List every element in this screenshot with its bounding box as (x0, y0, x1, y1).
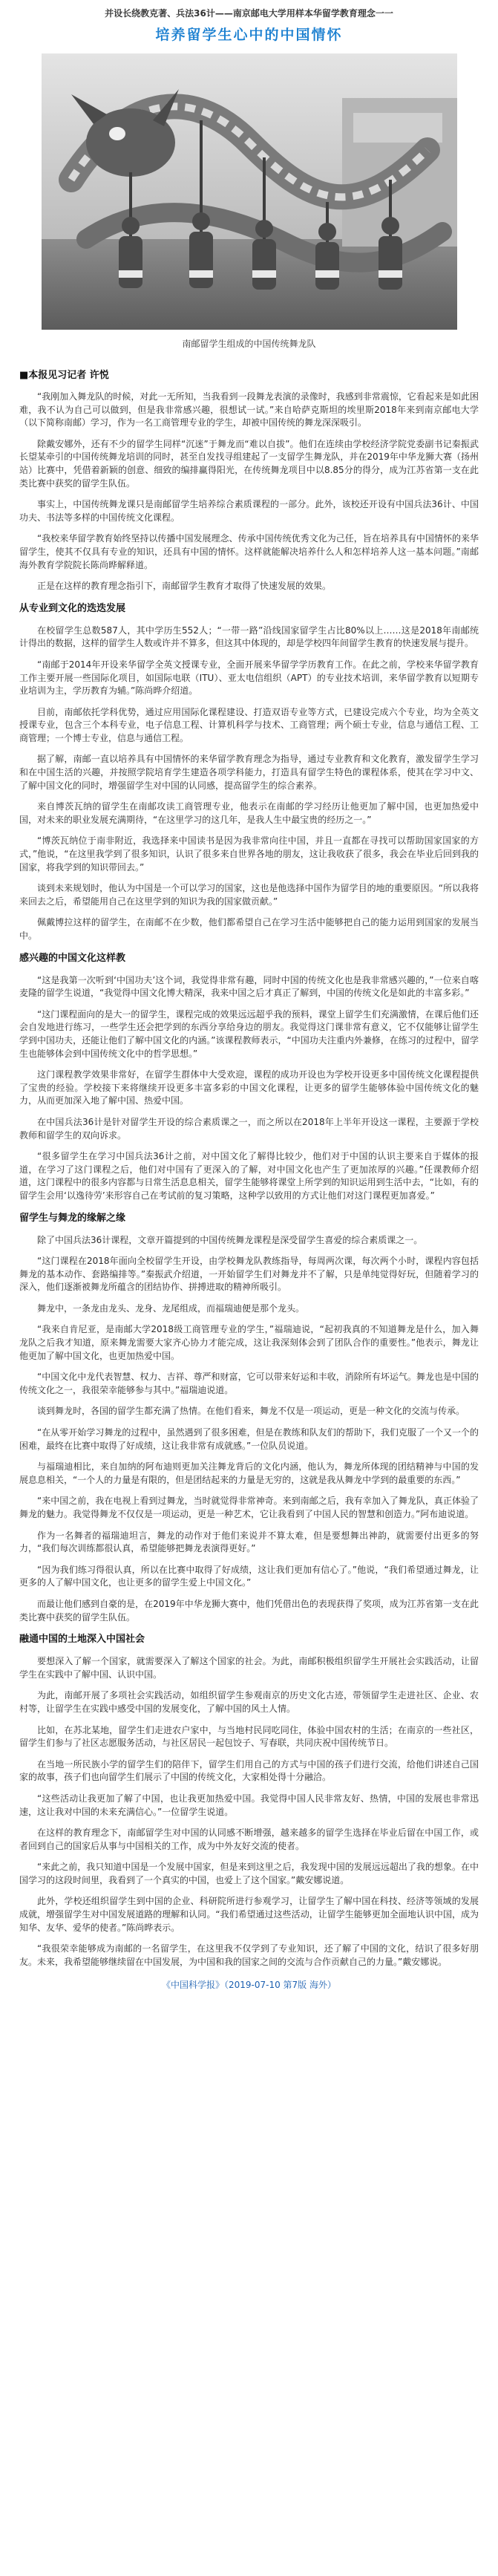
article-paragraph: “这门课程面向的是大一的留学生，课程完成的效果远远超乎我的预料，课堂上留学生们充满激情，在课后他们还会自发地进行练习，一些学生还会把学到的东西分享给身边的朋友。我觉得这门课非常有意义，它不仅能够让留学生学到中国功夫，还能让他们了解中国文化的内涵。”该课程教师表示，“中国功夫注重内外兼修，在练习的过程中，留学生也能够体会到中国传统文化中的哲学思想。” (19, 1008, 479, 1059)
article-paragraph: “来中国之前，我在电视上看到过舞龙，当时就觉得非常神奇。来到南邮之后，我有幸加入了舞龙队，真正体验了舞龙的魅力。我觉得舞龙不仅仅是一项运动，更是一种艺术，它让我看到了中国人民的智慧和创造力。”阿布迪说道。 (19, 1496, 479, 1519)
source-link[interactable]: 《中国科学报》（2019-07-10 第7版 海外） (161, 1980, 336, 1991)
article-paragraph: “在从零开始学习舞龙的过程中，虽然遇到了很多困难，但是在教练和队友们的帮助下，我们克服了一个又一个的困难，最终在比赛中取得了好成绩，这让我非常有成就感。”一位队员说道。 (19, 1427, 479, 1451)
article-paragraph: “来此之前，我只知道中国是一个发展中国家，但是来到这里之后，我发现中国的发展远远超出了我的想象。在中国学习的这段时间里，我看到了一个真实的中国，也爱上了这个国家。”戴安娜说道。 (19, 1862, 479, 1885)
article-kicker: 并设长绕教克著、兵法36计——南京邮电大学用样本华留学教育理念一一 (105, 8, 393, 19)
article-paragraph: 在当地一所民族小学的留学生们的陪伴下，留学生们用自己的方式与中国的孩子们进行交流，给他们讲述自己国家的故事，孩子们也向留学生们展示了中国的传统文化，大家相处得十分融洽。 (19, 1758, 479, 1783)
article-paragraph: 除戴安娜外，还有不少的留学生同样“沉迷”于舞龙而“难以自拔”。他们在连续由学校经济学院党委副书记秦振武长望某牵引的中国传统舞龙培训的同时，甚至自发找寻组建起了一支留学生舞龙队，并在2019年中华龙狮大赛（扬州站）比赛中，凭借着新颖的创意、细致的编排赢得阳光，在传统舞龙项目中以8.85分的得分，成为江苏省第一支在此类比赛中获奖的留学生队伍。 (19, 438, 479, 489)
article-paragraph: 而最让他们感到自豪的是，在2019年中华龙狮大赛中，他们凭借出色的表现获得了奖项，成为江苏省第一支在此类比赛中获奖的留学生队伍。 (19, 1598, 479, 1623)
article-paragraph: “博茨瓦纳位于南非附近，我选择来中国读书是因为我非常向往中国，并且一直都在寻找可以帮助国家国家的方式，”他说，“在这里我学到了很多知识，认识了很多来自世界各地的朋友，这让我收获了很多，我会在毕业后回到我的国家，将我学到的知识带回去。” (19, 835, 479, 873)
article-paragraph: 在这样的教育理念下，南邮留学生对中国的认同感不断增强，越来越多的留学生选择在毕业后留在中国工作，或者回到自己的国家后从事与中国相关的工作，成为中外友好交流的使者。 (19, 1827, 479, 1851)
article-paragraph: 来自博茨瓦纳的留学生在南邮攻读工商管理专业，他表示在南邮的学习经历让他更加了解中国，也更加热爱中国，对未来的职业发展充满期待，“在这里学习的这几年，是我人生中最宝贵的经历之一。” (19, 801, 479, 825)
article-paragraph: “我校来华留学教育始终坚持以传播中国发展理念、传承中国传统优秀文化为己任，旨在培养具有中国情怀的来华留学生，使其不仅具有专业的知识，还具有中国的情怀。这样就能解决培养什么人和怎样培养人这一基本问题。”南邮海外教育学院院长陈尚晔解释道。 (19, 533, 479, 570)
byline: ■本报见习记者 许悦 (19, 370, 109, 381)
article-paragraph: 在中国兵法36计是针对留学生开设的综合素质课之一，而之所以在2018年上半年开设这一课程，主要源于学校教师和留学生的双向诉求。 (19, 1116, 479, 1141)
photo-illustration (42, 53, 457, 330)
article-paragraph: “南邮于2014年开设来华留学全英文授课专业，全面开展来华留学学历教育工作。在此之前，学校来华留学教育工作主要开展一些国际化项目，如国际电联（ITU）、亚太电信组织（APT）的专业技术培训，来华留学教育以短期专业培训为主，学历教育为辅。”陈尚晔介绍道。 (19, 659, 479, 697)
article-paragraph: “中国文化中龙代表智慧、权力、吉祥、尊严和财富，它可以带来好运和丰收，消除所有坏运气。舞龙也是中国的传统文化之一，我很荣幸能够参与其中。”福瑞迪说道。 (19, 1372, 479, 1395)
article-paragraph: “这门课程在2018年面向全校留学生开设，由学校舞龙队教练指导，每周两次课，每次两个小时，课程内容包括舞龙的基本动作、套路编排等。”秦振武介绍道，一开始留学生们对舞龙并不了解，只是单纯觉得好玩，但随着学习的深入，他们逐渐被舞龙所蕴含的团结协作、拼搏进取的精神所吸引。 (19, 1256, 479, 1293)
article-paragraph: 为此，南邮开展了多项社会实践活动，如组织留学生参观南京的历史文化古迹，带领留学生走进社区、企业、农村等，让留学生在实践中感受中国的发展变化，了解中国的风土人情。 (19, 1690, 479, 1714)
article-paragraph: 谈到舞龙时，各国的留学生都充满了热情。在他们看来，舞龙不仅是一项运动，更是一种文化的交流与传承。 (37, 1406, 465, 1417)
article-paragraph: 要想深入了解一个国家，就需要深入了解这个国家的社会。为此，南邮积极组织留学生开展社会实践活动，让留学生在实践中了解中国、认识中国。 (19, 1656, 479, 1680)
article-paragraph: 谈到未来规划时，他认为中国是一个可以学习的国家，这也是他选择中国作为留学目的地的重要原因。“所以我将来回去之后，希望能用自己在这里学到的知识为我的国家做贡献。” (19, 883, 479, 907)
article-paragraph: “我刚加入舞龙队的时候，对此一无所知，当我看到一段舞龙表演的录像时，我感到非常震惊，它看起来是如此困难，我不认为自己可以做到，但是我非常感兴趣，很想试一试。”来自哈萨克斯坦的埃里斯2018年来到南京邮电大学（以下简称南邮）学习，作为一名工商管理专业的学生，却被中国传统的舞龙深深吸引。 (19, 391, 479, 428)
article-body (19, 368, 479, 1969)
article-paragraph: 正是在这样的教育理念指引下，南邮留学生教育才取得了快速发展的效果。 (37, 581, 332, 592)
photo-caption: 南邮留学生组成的中国传统舞龙队 (182, 339, 316, 349)
article-paragraph: 此外，学校还组织留学生到中国的企业、科研院所进行参观学习，让留学生了解中国在科技、经济等领域的发展成就，增强留学生对中国发展道路的理解和认同。“我们希望通过这些活动，让留学生能够更加全面地认识中国，成为知华、友华、爱华的使者。”陈尚晔表示。 (19, 1896, 479, 1933)
article-paragraph: 事实上，中国传统舞龙课只是南邮留学生培养综合素质课程的一部分。此外，该校还开设有中国兵法36计、中国功夫、书法等多样的中国传统文化课程。 (19, 499, 479, 523)
section-heading: 融通中国的土地深入中国社会 (19, 1634, 145, 1646)
section-heading: 感兴趣的中国文化这样教 (19, 952, 126, 964)
dragon-dance-photo (42, 53, 457, 330)
article-paragraph: “因为我们练习得很认真，所以在比赛中取得了好成绩，这让我们更加有信心了。”他说，“我们希望通过舞龙，让更多的人了解中国文化，也让更多的留学生爱上中国文化。” (19, 1564, 479, 1588)
article-paragraph: “这是我第一次听到‘中国功夫’这个词，我觉得非常有趣，同时中国的传统文化也是我非常感兴趣的，”一位来自喀麦隆的留学生说道，“我觉得中国文化博大精深，我来中国之后才真正了解到，中国的传统文化是如此的丰富多彩。” (19, 974, 479, 999)
article-paragraph: “很多留学生在学习中国兵法36计之前，对中国文化了解得比较少，他们对于中国的认识主要来自于媒体的报道，在学习了这门课程之后，他们对中国有了更深入的了解，对中国文化也产生了更加浓厚的兴趣。”任课教师介绍道，这门课程中的很多内容都与日常生活息息相关，留学生能够将课堂上所学到的知识运用到生活中去，“比如，有的留学生会用‘以逸待劳’来形容自己在考试前的复习策略，这种学以致用的方式让他们对这门课程更加喜爱。” (19, 1151, 479, 1201)
article-paragraph: 除了中国兵法36计课程，文章开篇提到的中国传统舞龙课程是深受留学生喜爱的综合素质课之一。 (37, 1234, 423, 1245)
article-paragraph: 作为一名舞者的福瑞迪坦言，舞龙的动作对于他们来说并不算太难，但是要想舞出神韵，就需要付出更多的努力，“我们每次训练都很认真，希望能够把舞龙表演得更好。” (19, 1530, 479, 1554)
article-headline: 培养留学生心中的中国情怀 (155, 27, 343, 43)
article-paragraph: “我来自肯尼亚，是南邮大学2018级工商管理专业的学生，”福瑞迪说，“起初我真的不知道舞龙是什么，加入舞龙队之后我才知道，原来舞龙需要大家齐心协力才能完成，这让我深刻体会到了团队合作的重要性。”他表示，舞龙让他更加了解中国文化，也更加热爱中国。 (19, 1324, 479, 1361)
article-paragraph: 与福瑞迪相比，来自加纳的阿布迪则更加关注舞龙背后的文化内涵，他认为，舞龙所体现的团结精神与中国的发展息息相关，“一个人的力量是有限的，但是团结起来的力量是无穷的，这就是我从舞龙中学到的最重要的东西。” (19, 1461, 479, 1485)
article-paragraph: 据了解，南邮一直以培养具有中国情怀的来华留学教育理念为指导，通过专业教育和文化教育，激发留学生学习和在中国生活的兴趣，并按照学院培育学生建造各项学科能力，打造具有留学生特色的课程体系，使其在学习中文、了解中国文化的同时，增强留学生对中国的认同感，提高留学生的综合素养。 (19, 754, 479, 791)
article-paragraph: “我很荣幸能够成为南邮的一名留学生，在这里我不仅学到了专业知识，还了解了中国的文化，结识了很多好朋友。未来，我希望能够继续留在中国发展，为中国和我的国家之间的交流与合作贡献自己的力量。”戴安娜说。 (19, 1943, 479, 1967)
article-paragraph: 在校留学生总数587人，其中学历生552人；“一带一路”沿线国家留学生占比80%以上……这是2018年南邮统计得出的数据，这样的留学生人数或许并不算多，但这其中体现的，却是学校四年间留学生教育的快速发展与提升。 (19, 625, 479, 649)
article-paragraph: 目前，南邮依托学科优势，通过应用国际化课程建设、打造双语专业等方式，已建设完成六个专业，均为全英文授课专业，包含三个本科专业，电子信息工程、计算机科学与技术、工商管理；两个硕士专业，信息与通信工程、工商管理；一个博士专业，信息与通信工程。 (19, 706, 479, 743)
article-paragraph: 这门课程教学效果非常好，在留学生群体中大受欢迎，课程的成功开设也为学校开设更多中国传统文化课程提供了宝贵的经验。学校接下来将继续开设更多丰富多彩的中国文化课程，让更多的留学生能够体验中国传统文化的魅力，从而更加深入地了解中国、热爱中国。 (19, 1069, 479, 1106)
article-paragraph: 比如，在苏北某地，留学生们走进农户家中，与当地村民同吃同住，体验中国农村的生活；在南京的一些社区，留学生们参与了社区志愿服务活动，与社区居民一起包饺子、写春联，共同庆祝中国传统节日。 (19, 1724, 479, 1749)
article-paragraph: 佩戴博拉这样的留学生，在南邮不在少数，他们都希望自己在学习生活中能够把自己的能力运用到国家的发展当中。 (19, 917, 479, 941)
article-paragraph: 舞龙中，一条龙由龙头、龙身、龙尾组成，而福瑞迪便是那个龙头。 (37, 1302, 305, 1314)
article-paragraph: “这些活动让我更加了解了中国，也让我更加热爱中国。我觉得中国人民非常友好、热情，中国的发展也非常迅速，这让我对中国的未来充满信心。”一位留学生说道。 (19, 1793, 479, 1817)
section-heading: 留学生与舞龙的缘解之缘 (19, 1212, 126, 1224)
section-heading: 从专业到文化的迭迭发展 (19, 602, 126, 614)
